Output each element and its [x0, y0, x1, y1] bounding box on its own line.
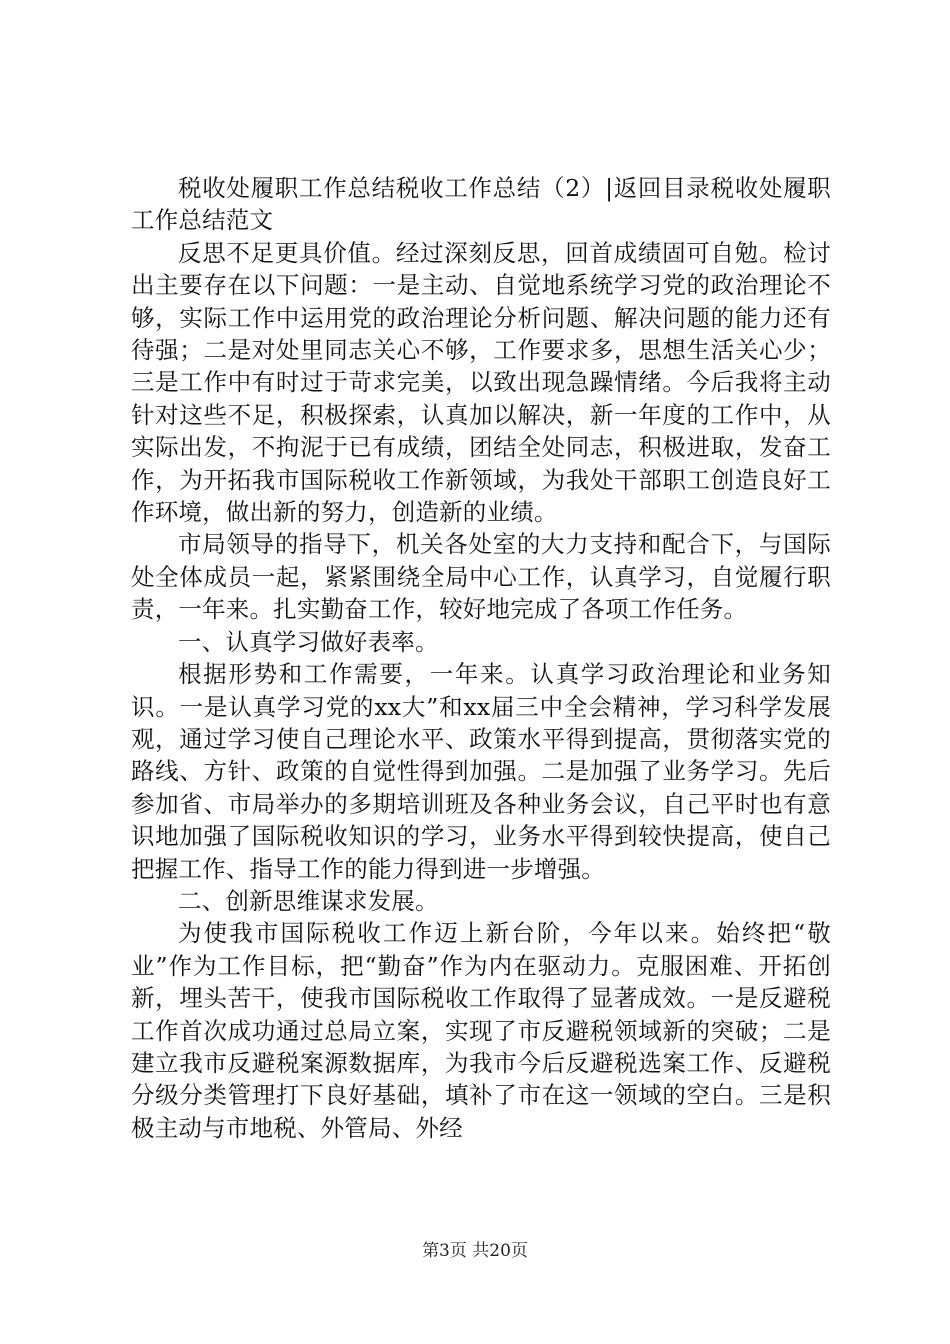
section-heading-2: 二、创新思维谋求发展。 — [178, 886, 439, 915]
paragraph-overview: 市局领导的指导下，机关各处室的大力支持和配合下，与国际处全体成员一起，紧紧围绕全局中心工作，认真学习，自觉履行职责，一年来。扎实勤奋工作，较好地完成了各项工作任务。 — [131, 530, 831, 624]
section-heading-1: 一、认真学习做好表率。 — [178, 627, 439, 656]
paragraph-innovation: 为使我市国际税收工作迈上新台阶，今年以来。始终把“敬业”作为工作目标，把“勤奋”作为内在驱动力。克服困难、开拓创新，埋头苦干，使我市国际税收工作取得了显著成效。一是反避税工作首次成功通过总局立案，实现了市反避税领域新的突破；二是建立我市反避税案源数据库，为我市今后反避税选案工作、反避税分级分类管理打下良好基础，填补了市在这一领域的空白。三是积极主动与市地税、外管局、外经 — [131, 919, 831, 1142]
document-title-line: 税收处履职工作总结税收工作总结（2）|返回目录税收处履职工作总结范文 — [131, 174, 831, 235]
paragraph-reflection: 反思不足更具价值。经过深刻反思，回首成绩固可自勉。检讨出主要存在以下问题：一是主动、自觉地系统学习党的政治理论不够，实际工作中运用党的政治理论分析问题、解决问题的能力还有待强；二是对处里同志关心不够，工作要求多，思想生活关心少；三是工作中有时过于苛求完美，以致出现急躁情绪。今后我将主动针对这些不足，积极探索，认真加以解决，新一年度的工作中，从实际出发，不拘泥于已有成绩，团结全处同志，积极进取，发奋工作，为开拓我市国际税收工作新领域，为我处干部职工创造良好工作环境，做出新的努力，创造新的业绩。 — [131, 238, 831, 527]
page-number-footer: 第3页 共20页 — [422, 1241, 528, 1261]
document-body — [131, 172, 831, 1144]
paragraph-study: 根据形势和工作需要，一年来。认真学习政治理论和业务知识。一是认真学习党的xx大”和xx届三中全会精神，学习科学发展观，通过学习使自己理论水平、政策水平得到提高，贯彻落实党的路线、方针、政策的自觉性得到加强。二是加强了业务学习。先后参加省、市局举办的多期培训班及各种业务会议，自己平时也有意识地加强了国际税收知识的学习，业务水平得到较快提高，使自己把握工作、指导工作的能力得到进一步增强。 — [131, 660, 831, 883]
